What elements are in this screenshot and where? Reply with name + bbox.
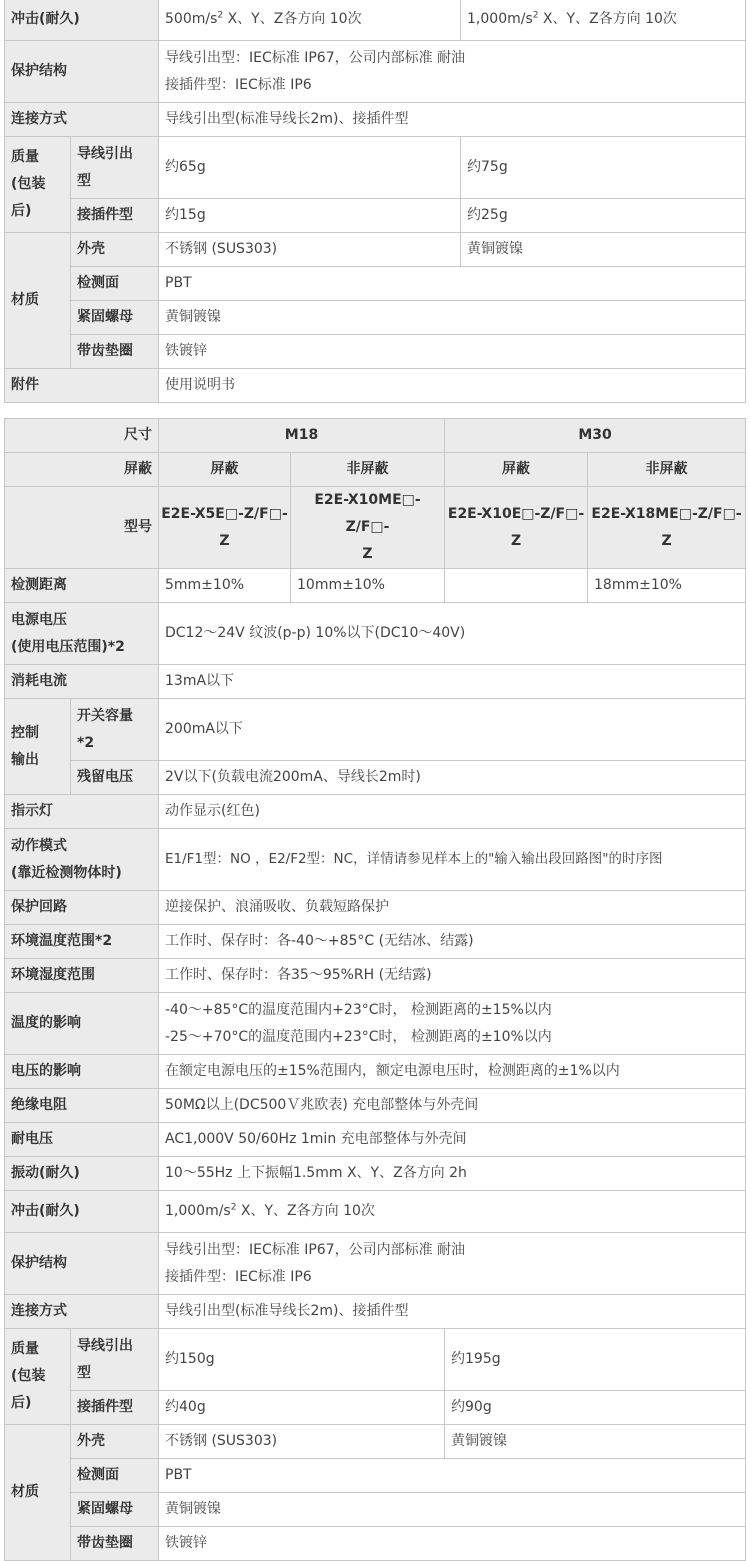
mass-2-connector-label: 接插件型: [71, 1391, 159, 1425]
mass-lead-label: 导线引出 型: [71, 137, 159, 199]
indicator-label: 指示灯: [5, 795, 159, 829]
row-connection-2: [5, 1295, 746, 1329]
material-2-washer-label: 带齿垫圈: [71, 1527, 159, 1561]
accessory-label: 附件: [5, 369, 159, 403]
material-washer-value: 铁镀锌: [159, 335, 746, 369]
row-accessory: [5, 369, 746, 403]
protection-2-label: 保护结构: [5, 1233, 159, 1295]
model-3: E2E-X10E□-Z/F□- Z: [445, 487, 588, 569]
row-shock-2: [5, 1191, 746, 1233]
row-supply: [5, 603, 746, 665]
material-nut-label: 紧固螺母: [71, 301, 159, 335]
material-label: 材质: [5, 233, 71, 369]
shield-m18-unshielded: 非屏蔽: [291, 453, 445, 487]
row-temp-range: [5, 925, 746, 959]
row-mass-lead-2: [5, 1329, 746, 1391]
row-temp-effect: [5, 993, 746, 1055]
material-2-case-value-2: 黄铜镀镍: [445, 1425, 746, 1459]
distance-value-2: 10mm±10%: [291, 569, 445, 603]
material-case-value-2: 黄铜镀镍: [461, 233, 746, 267]
material-case-value-1: 不锈钢 (SUS303): [159, 233, 461, 267]
insulation-label: 绝缘电阻: [5, 1089, 159, 1123]
mass-2-lead-label: 导线引出 型: [71, 1329, 159, 1391]
mass-lead-value-2: 约75g: [461, 137, 746, 199]
insulation-value: 50MΩ以上(DC500Ｖ兆欧表) 充电部整体与外壳间: [159, 1089, 746, 1123]
size-m18: M18: [159, 419, 445, 453]
row-distance: [5, 569, 746, 603]
model-4: E2E-X18ME□-Z/F□- Z: [588, 487, 746, 569]
spec-table-2: [4, 418, 746, 1561]
row-volt-effect: [5, 1055, 746, 1089]
control-switch-value: 200mA以下: [159, 699, 746, 761]
volt-effect-value: 在额定电源电压的±15%范围内，额定电源电压时，检测距离的±1%以内: [159, 1055, 746, 1089]
mode-value: E1/F1型：NO ，E2/F2型：NC，详情请参见样本上的"输入输出段回路图"的时序图: [159, 829, 746, 891]
distance-value-3: [445, 569, 588, 603]
supply-value: DC12～24V 纹波(p-p) 10%以下(DC10～40V): [159, 603, 746, 665]
shield-m30-unshielded: 非屏蔽: [588, 453, 746, 487]
model-label: 型号: [5, 487, 159, 569]
indicator-value: 动作显示(红色): [159, 795, 746, 829]
shock-2-label: 冲击(耐久): [5, 1191, 159, 1233]
header-row-size: [5, 419, 746, 453]
current-label: 消耗电流: [5, 665, 159, 699]
material-nut-value: 黄铜镀镍: [159, 301, 746, 335]
row-vibration: [5, 1157, 746, 1191]
row-withstand: [5, 1123, 746, 1157]
row-material-nut-2: [5, 1493, 746, 1527]
connection-label: 连接方式: [5, 103, 159, 137]
shield-m18-shielded: 屏蔽: [159, 453, 291, 487]
temp-effect-value: -40～+85°C的温度范围内+23°C时， 检测距离的±15%以内 -25～+70°C的温度范围内+23°C时， 检测距离的±10%以内: [159, 993, 746, 1055]
temp-range-value: 工作时、保存时：各-40～+85°C (无结冰、结露): [159, 925, 746, 959]
hum-range-value: 工作时、保存时：各35～95%RH (无结露): [159, 959, 746, 993]
material-sensing-value: PBT: [159, 267, 746, 301]
row-connection: [5, 103, 746, 137]
row-mode: [5, 829, 746, 891]
circuit-value: 逆接保护、浪涌吸收、负载短路保护: [159, 891, 746, 925]
row-mass-connector-2: [5, 1391, 746, 1425]
row-protection-2: [5, 1233, 746, 1295]
mass-lead-value-1: 约65g: [159, 137, 461, 199]
row-shock: [5, 0, 746, 41]
volt-effect-label: 电压的影响: [5, 1055, 159, 1089]
material-2-label: 材质: [5, 1425, 71, 1561]
model-2: E2E-X10ME□-Z/F□- Z: [291, 487, 445, 569]
control-switch-label: 开关容量 *2: [71, 699, 159, 761]
row-mass-lead: [5, 137, 746, 199]
mass-connector-value-2: 约25g: [461, 199, 746, 233]
protection-2-value: 导线引出型：IEC标准 IP67，公司内部标准 耐油 接插件型：IEC标准 IP6: [159, 1233, 746, 1295]
mass-2-connector-value-2: 约90g: [445, 1391, 746, 1425]
row-control-residual: [5, 761, 746, 795]
row-material-nut: [5, 301, 746, 335]
shock-2-value: $1,000m/s^2$ X、Y、Z各方向 10次: [159, 1191, 746, 1233]
circuit-label: 保护回路: [5, 891, 159, 925]
material-washer-label: 带齿垫圈: [71, 335, 159, 369]
row-material-case: [5, 233, 746, 267]
control-residual-label: 残留电压: [71, 761, 159, 795]
shield-m30-shielded: 屏蔽: [445, 453, 588, 487]
row-current: [5, 665, 746, 699]
size-label: 尺寸: [5, 419, 159, 453]
shock-label: 冲击(耐久): [5, 0, 159, 41]
size-m30: M30: [445, 419, 746, 453]
protection-value: 导线引出型：IEC标准 IP67，公司内部标准 耐油 接插件型：IEC标准 IP6: [159, 41, 746, 103]
accessory-value: 使用说明书: [159, 369, 746, 403]
row-material-washer-2: [5, 1527, 746, 1561]
mass-connector-label: 接插件型: [71, 199, 159, 233]
material-2-sensing-value: PBT: [159, 1459, 746, 1493]
model-1: E2E-X5E□-Z/F□- Z: [159, 487, 291, 569]
connection-2-label: 连接方式: [5, 1295, 159, 1329]
shock-value-2: $1,000m/s^2$ X、Y、Z各方向 10次: [461, 0, 746, 41]
row-control-switch: [5, 699, 746, 761]
row-protection: [5, 41, 746, 103]
connection-value: 导线引出型(标准导线长2m)、接插件型: [159, 103, 746, 137]
connection-2-value: 导线引出型(标准导线长2m)、接插件型: [159, 1295, 746, 1329]
row-hum-range: [5, 959, 746, 993]
distance-value-1: 5mm±10%: [159, 569, 291, 603]
mass-2-label: 质量 (包装 后): [5, 1329, 71, 1425]
material-case-label: 外壳: [71, 233, 159, 267]
mass-2-lead-value-1: 约150g: [159, 1329, 445, 1391]
header-row-shield: [5, 453, 746, 487]
row-material-sensing-2: [5, 1459, 746, 1493]
shock-value-1: $500m/s^2$ X、Y、Z各方向 10次: [159, 0, 461, 41]
supply-label: 电源电压 (使用电压范围)*2: [5, 603, 159, 665]
vibration-label: 振动(耐久): [5, 1157, 159, 1191]
material-2-case-value-1: 不锈钢 (SUS303): [159, 1425, 445, 1459]
protection-label: 保护结构: [5, 41, 159, 103]
row-mass-connector: [5, 199, 746, 233]
material-2-sensing-label: 检测面: [71, 1459, 159, 1493]
row-circuit: [5, 891, 746, 925]
current-value: 13mA以下: [159, 665, 746, 699]
withstand-value: AC1,000V 50/60Hz 1min 充电部整体与外壳间: [159, 1123, 746, 1157]
spec-table-1: [4, 0, 746, 403]
row-indicator: [5, 795, 746, 829]
control-label: 控制 输出: [5, 699, 71, 795]
temp-range-label: 环境温度范围*2: [5, 925, 159, 959]
mode-label: 动作模式 (靠近检测物体时): [5, 829, 159, 891]
material-2-nut-value: 黄铜镀镍: [159, 1493, 746, 1527]
row-material-washer: [5, 335, 746, 369]
mass-2-lead-value-2: 约195g: [445, 1329, 746, 1391]
material-2-nut-label: 紧固螺母: [71, 1493, 159, 1527]
temp-effect-label: 温度的影响: [5, 993, 159, 1055]
mass-connector-value-1: 约15g: [159, 199, 461, 233]
mass-2-connector-value-1: 约40g: [159, 1391, 445, 1425]
row-material-sensing: [5, 267, 746, 301]
distance-value-4: 18mm±10%: [588, 569, 746, 603]
control-residual-value: 2V以下(负载电流200mA、导线长2m时): [159, 761, 746, 795]
row-material-case-2: [5, 1425, 746, 1459]
distance-label: 检测距离: [5, 569, 159, 603]
shield-label: 屏蔽: [5, 453, 159, 487]
row-insulation: [5, 1089, 746, 1123]
header-row-model: [5, 487, 746, 569]
vibration-value: 10～55Hz 上下振幅1.5mm X、Y、Z各方向 2h: [159, 1157, 746, 1191]
material-sensing-label: 检测面: [71, 267, 159, 301]
withstand-label: 耐电压: [5, 1123, 159, 1157]
mass-label: 质量 (包装 后): [5, 137, 71, 233]
hum-range-label: 环境湿度范围: [5, 959, 159, 993]
material-2-case-label: 外壳: [71, 1425, 159, 1459]
material-2-washer-value: 铁镀锌: [159, 1527, 746, 1561]
